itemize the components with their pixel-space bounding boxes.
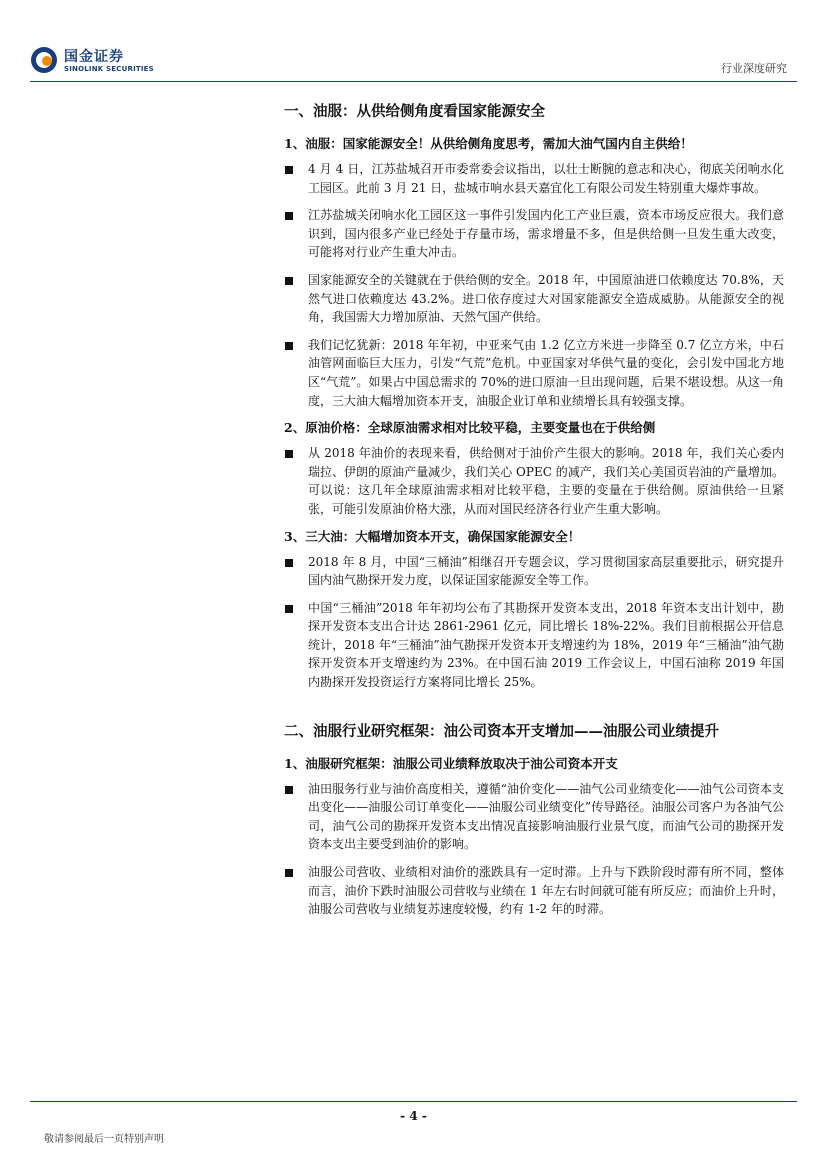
page-header (30, 42, 797, 82)
subsection-title: 2、原油价格：全球原油需求相对比较平稳，主要变量也在于供给侧 (284, 420, 656, 436)
section-title: 一、油服：从供给侧角度看国家能源安全 (284, 103, 545, 120)
section-title: 二、油服行业研究框架：油公司资本开支增加——油服公司业绩提升 (284, 722, 719, 740)
logo-chinese-text: 国金证券 (64, 49, 124, 65)
disclaimer-text: 敬请参阅最后一页特别声明 (44, 1134, 164, 1145)
bullet-paragraph: 油服公司营收、业绩相对油价的涨跌具有一定时滞。上升与下跌阶段时滞有所不同，整体而言，油价下跌时油服公司营收与业绩在 1 年左右时间就可能有所反应；而油价上升时，油服公司营收与业绩复苏速度较慢，约有 1-2 年的时滞。 (284, 863, 784, 919)
bullet-paragraph: 国家能源安全的关键就在于供给侧的安全。2018 年，中国原油进口依赖度达 70.8%，天然气进口依赖度达 43.2%。进口依存度过大对国家能源安全造成威胁。从能源安全的视角，我国需大力增加原油、天然气国产供给。 (284, 271, 784, 327)
bullet-paragraph: 从 2018 年油价的表现来看，供给侧对于油价产生很大的影响。2018 年，我们关心委内瑞拉、伊朗的原油产量减少，我们关心 OPEC 的减产，我们关心美国页岩油的产量增加。可以说：这几年全球原油需求相对比较平稳，主要的变量在于供给侧。原油供给一旦紧张，可能引发原油价格大涨，从而对国民经济各行业产生重大影响。 (284, 444, 784, 518)
logo-english-text: SINOLINK SECURITIES (64, 65, 154, 73)
bullet-paragraph: 我们记忆犹新：2018 年年初，中亚来气由 1.2 亿立方米进一步降至 0.7 亿立方米，中石油管网面临巨大压力，引发“气荒”危机。中亚国家对华供气量的变化，会引发中国北方地区“气荒”。如果占中国总需求的 70%的进口原油一旦出现问题，后果不堪设想。从这一角度，三大油大幅增加资本开支，油服企业订单和业绩增长具有较强支撑。 (284, 336, 784, 410)
bullet-square-icon (285, 166, 293, 174)
header-divider (30, 81, 797, 82)
bullet-square-icon (285, 450, 293, 458)
main-content (284, 96, 784, 919)
sinolink-logo-icon (30, 46, 58, 74)
bullet-square-icon (285, 869, 293, 877)
subsection-title: 3、三大油：大幅增加资本开支，确保国家能源安全！ (284, 528, 581, 544)
bullet-square-icon (285, 277, 293, 285)
bullet-square-icon (285, 559, 293, 567)
company-logo (30, 46, 160, 78)
bullet-paragraph: 中国“三桶油”2018 年年初均公布了其勘探开发资本支出，2018 年资本支出计划中，勘探开发资本支出合计达 2861-2961 亿元，同比增长 18%-22%。我们目前根据公开信息统计，2018 年“三桶油”油气勘探开发资本开支增速约为 18%，2019 年“三桶油”油气勘探开发资本开支增速约为 23%。在中国石油 2019 工作会议上，中国石油称 2019 年国内勘探开发投资运行方案将同比增长 25%。 (284, 599, 784, 692)
subsection-title: 1、油服研究框架：油服公司业绩释放取决于油公司资本开支 (284, 755, 618, 771)
bullet-square-icon (285, 786, 293, 794)
subsection-title: 1、油服：国家能源安全！从供给侧角度思考，需加大油气国内自主供给！ (284, 136, 693, 151)
footer-divider (30, 1101, 797, 1102)
bullet-paragraph: 2018 年 8 月，中国“三桶油”相继召开专题会议，学习贯彻国家高层重要批示，研究提升国内油气勘探开发力度，以保证国家能源安全等工作。 (284, 553, 784, 590)
report-type-label: 行业深度研究 (721, 62, 787, 75)
bullet-paragraph: 江苏盐城关闭响水化工园区这一事件引发国内化工产业巨震，资本市场反应很大。我们意识到，国内很多产业已经处于存量市场，需求增量不多，但是供给侧一旦发生重大改变，可能将对行业产生重大冲击。 (284, 206, 784, 262)
page-number: - 4 - (400, 1109, 427, 1123)
bullet-paragraph: 油田服务行业与油价高度相关，遵循“油价变化——油气公司业绩变化——油气公司资本支出变化——油服公司订单变化——油服公司业绩变化”传导路径。油服公司客户为各油气公司，油气公司的勘探开发资本支出情况直接影响油服行业景气度，而油气公司的勘探开发资本支出主要受到油价的影响。 (284, 780, 784, 854)
bullet-square-icon (285, 605, 293, 613)
bullet-square-icon (285, 212, 293, 220)
bullet-square-icon (285, 342, 293, 350)
bullet-paragraph: 4 月 4 日，江苏盐城召开市委常委会议指出，以壮士断腕的意志和决心，彻底关闭响水化工园区。此前 3 月 21 日，盐城市响水县天嘉宜化工有限公司发生特别重大爆炸事故。 (284, 160, 784, 197)
